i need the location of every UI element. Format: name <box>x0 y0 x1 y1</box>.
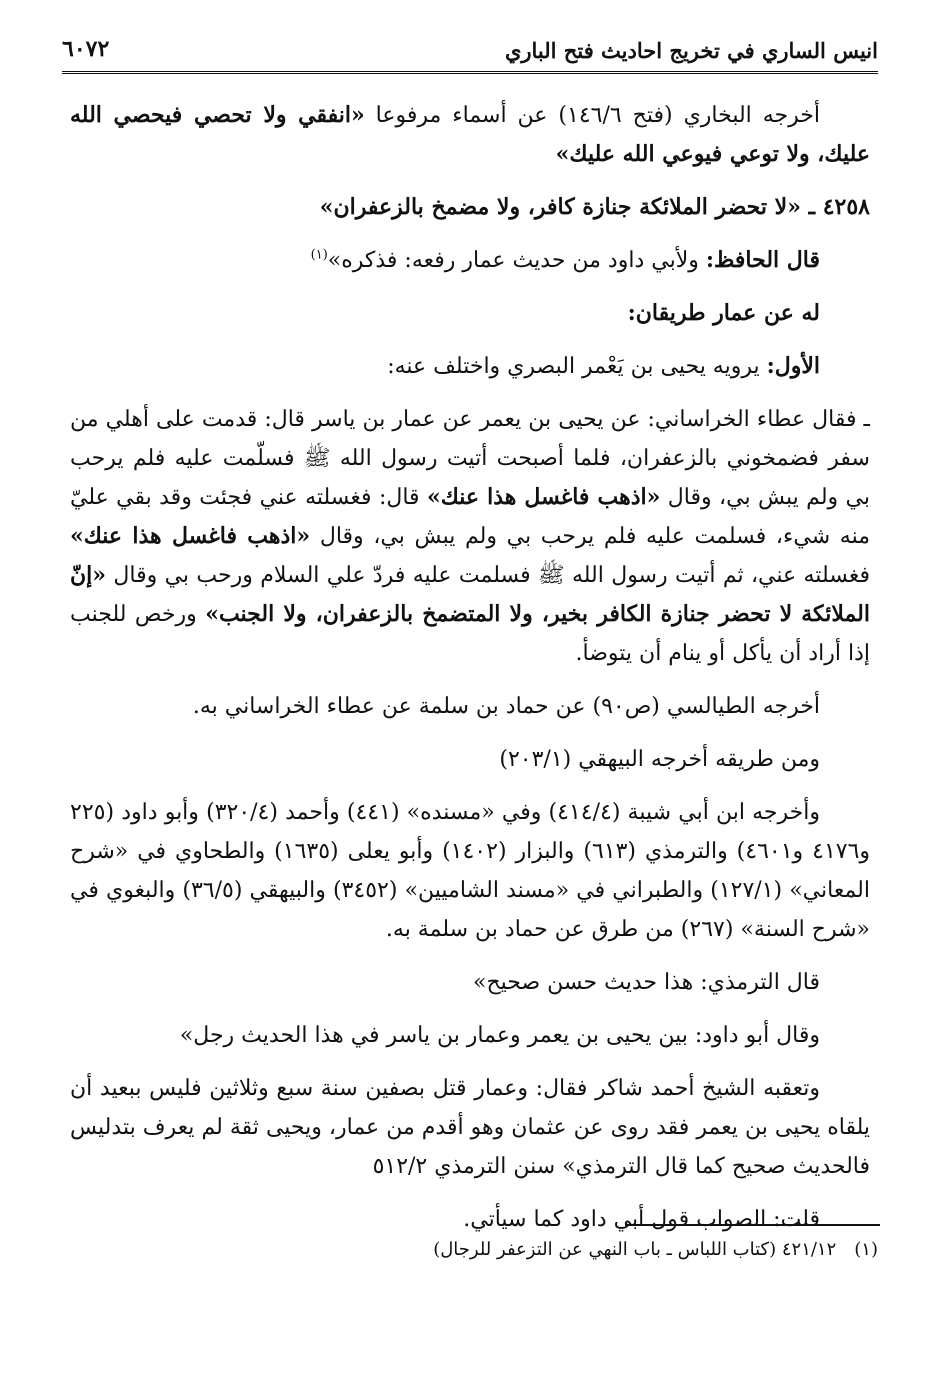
paragraph-bukhari <box>70 96 870 174</box>
paragraph-ata <box>70 400 870 673</box>
footnote-mark: (١) <box>854 1239 878 1260</box>
footnote <box>62 1236 878 1264</box>
text-run: فغسلته عني، ثم أتيت رسول الله ﷺ فسلمت عليه فردّ علي السلام ورحب بي وقال <box>106 563 870 588</box>
paragraph-two-paths <box>70 294 870 333</box>
paragraph-hafiz <box>70 241 870 280</box>
subheading: له عن عمار طريقان: <box>627 300 820 326</box>
label-hafiz: قال الحافظ: <box>705 247 820 273</box>
footnote-reference: (١) <box>310 247 328 263</box>
label-first: الأول: <box>766 353 820 379</box>
paragraph-takhrij: وأخرجه ابن أبي شيبة (٤١٤/٤) وفي «مسنده» (٤٤١) وأحمد (٣٢٠/٤) وأبو داود (٢٢٥ و٤١٧٦ و٤٦٠١) والترمذي (٦١٣) والبزار (١٤٠٢) وأبو يعلى (١٦٣٥) والطحاوي في «شرح المعاني» (١٢٧/١) والطبراني في «مسند الشاميين» (٣٤٥٢) والبيهقي (٣٦/٥) والبغوي في «شرح السنة» (٢٦٧) من طرق عن حماد بن سلمة به. <box>70 800 871 942</box>
paragraph-conclusion: قلت: الصواب قول أبي داود كما سيأتي. <box>463 1207 820 1232</box>
hadith-heading <box>70 188 870 227</box>
page-number: ٦٠٧٢ <box>62 36 110 62</box>
hadith-quote: «إنّ الملائكة لا تحضر جنازة الكافر بخير، ولا المتضمخ بالزعفران، ولا الجنب» <box>70 562 870 627</box>
paragraph-shakir: وتعقبه الشيخ أحمد شاكر فقال: وعمار قتل بصفين سنة سبع وثلاثين فليس ببعيد أن يلقاه يحيى بن يعمر فقد روى عن عثمان وهو أقدم من عمار، ويحيى ثقة لم يعرف بتدليس فالحديث صحيح كما قال الترمذي» سنن الترمذي ٥١٢/٢ <box>70 1076 870 1179</box>
main-text <box>70 96 870 1253</box>
text-run: ولأبي داود من حديث عمار رفعه: فذكره» <box>327 248 706 273</box>
paragraph-bayhaqi: ومن طريقه أخرجه البيهقي (٢٠٣/١) <box>499 747 820 772</box>
paragraph-first-path <box>70 347 870 386</box>
hadith-quote: «اذهب فاغسل هذا عنك» <box>426 484 661 510</box>
hadith-number: ٤٢٥٨ ـ <box>800 194 870 220</box>
hadith-quote: «اذهب فاغسل هذا عنك» <box>70 523 311 549</box>
hadith-quote: «انفقي ولا تحصي فيحصي الله عليك، ولا توعي فيوعي الله عليك» <box>70 102 870 167</box>
text-run: ورخص للجنب إذا أراد أن يأكل أو ينام أن يتوضأ. <box>70 602 870 666</box>
paragraph-tirmidhi: قال الترمذي: هذا حديث حسن صحيح» <box>472 970 820 995</box>
paragraph-abu-dawud: وقال أبو داود: بين يحيى بن يعمر وعمار بن ياسر في هذا الحديث رجل» <box>179 1023 820 1048</box>
paragraph-tayalisi: أخرجه الطيالسي (ص٩٠) عن حماد بن سلمة عن عطاء الخراساني به. <box>192 694 820 719</box>
text-run: أخرجه البخاري (فتح ١٤٦/٦) عن أسماء مرفوعا <box>364 103 820 128</box>
hadith-title: «لا تحضر الملائكة جنازة كافر، ولا مضمخ بالزعفران» <box>319 194 801 220</box>
footnote-text: ٤٢١/١٢ (كتاب اللباس ـ باب النهي عن التزعفر للرجال) <box>433 1239 837 1260</box>
text-run: يرويه يحيى بن يَعْمر البصري واختلف عنه: <box>387 354 767 379</box>
text-run: ـ فقال عطاء الخراساني: عن يحيى بن يعمر عن عمار بن ياسر قال: قدمت على أهلي من سفر فضمخوني بالزعفران، فلما أصبحت أتيت رسول الله ﷺ فسلّمت عليه فلم يرحب بي ولم يبش بي، وقال <box>70 407 870 510</box>
footnote-divider <box>625 1224 880 1226</box>
text-run: قال: فغسلته عني فجئت وقد بقي عليّ منه شيء، فسلمت عليه فلم يرحب بي ولم يبش بي، وقال <box>70 485 871 549</box>
running-header <box>62 34 878 74</box>
book-title: انيس الساري في تخريج احاديث فتح الباري <box>504 38 878 63</box>
